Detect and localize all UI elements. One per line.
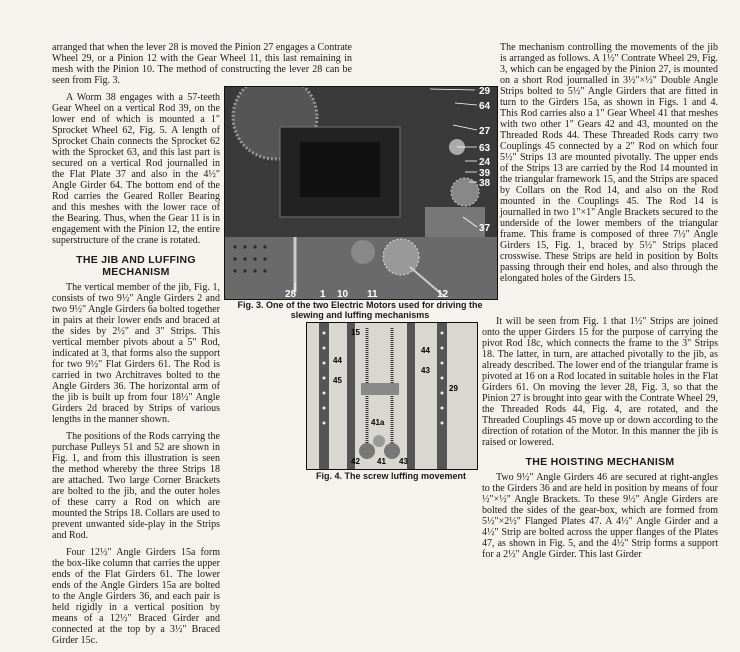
fig3-label: 28 [285, 289, 297, 299]
section-heading: THE JIB AND LUFFING MECHANISM [76, 254, 196, 278]
fig3-label: 1 [320, 289, 326, 299]
right-column-top-text [500, 42, 718, 290]
fig3-caption: Fig. 3. One of the two Electric Motors used for driving the slewing and luffing mechanisms [237, 300, 483, 320]
fig4-photo [306, 322, 478, 470]
fig3-label: 10 [337, 289, 349, 299]
paragraph: Four 12½" Angle Girders 15a form the box-like column that carries the upper ends of the Flat Girders 61. The lower ends of the Angle Girders 15a are bolted to the Angle Girders 36, and each pair is held rigidly in a vertical position by means of a 12½" Braced Girder and connected at the top by a 3½" Braced Girder 15c. [52, 547, 220, 646]
fig3-label: 63 [479, 143, 491, 154]
fig3-label: 29 [479, 87, 491, 97]
fig3-label: 27 [479, 126, 491, 137]
fig4-label: 15 [351, 328, 360, 337]
fig3-label: 12 [437, 289, 449, 299]
paragraph: arranged that when the lever 28 is moved the Pinion 27 engages a Contrate Wheel 29, or a Pinion 12 with the Gear Wheel 11, this last remaining in mesh with the Pinion 10. The method of constructing the lever 28 can be seen from Fig. 3. [52, 42, 352, 86]
right-column-lower [482, 316, 718, 566]
fig3-label: 37 [479, 223, 491, 234]
fig3-label: 24 [479, 157, 491, 168]
fig3-label: 38 [479, 178, 491, 189]
fig3-label: 39 [479, 168, 491, 179]
fig3-label: 11 [367, 289, 378, 299]
fig4-label: 44 [333, 356, 342, 365]
fig4-label: 43 [421, 366, 430, 375]
paragraph: The positions of the Rods carrying the purchase Pulleys 51 and 52 are shown in Fig. 1, and from this illustration is seen the method whereby the three Strips 18 are attached. Two large Corner Brackets are bolted to the jib, and the outer holes of these carry a Rod on which are mounted the Strips 18. Collars are used to prevent unwanted side-play in the Strips and Rod. [52, 431, 220, 541]
fig4-label: 44 [421, 346, 430, 355]
fig4-label: 43 [399, 457, 408, 466]
fig3-photo [224, 86, 498, 300]
paragraph: Two 9½" Angle Girders 46 are secured at right-angles to the Girders 36 and are held in position by means of four ½"×½" Angle Brackets. To these 9½" Angle Girders are bolted the sides of the gear-box, which are formed from 5½"×2½" Flanged Plates 47. A 4½" Angle Girder and a 4½" Strip are bolted across the upper flanges of the Plates 47, as shown in Fig. 5, and the 4½" Strip forms a support for a 2½" Angle Girder. This last Girder [482, 472, 718, 560]
section-heading: THE HOISTING MECHANISM [525, 456, 675, 468]
fig4-label: 41 [377, 457, 386, 466]
paragraph: A Worm 38 engages with a 57-teeth Gear Wheel on a vertical Rod 39, on the lower end of which is mounted a 1" Sprocket Wheel 62, Fig. 5. A length of Sprocket Chain connects the Sprocket 62 with the Sprocket 63, and this last part is secured on a vertical Rod journalled in the Flat Plate 37 and also in the 4½" Angle Girder 64. The bottom end of the Rod carries the Geared Roller Bearing and this meshes with the lower race of the Bearing. Thus, when the Gear 11 is in engagement with the Pinion 12, the entire superstructure of the crane is rotated. [52, 92, 220, 246]
fig3-label: 64 [479, 101, 491, 112]
paragraph: The vertical member of the jib, Fig. 1, consists of two 9½" Angle Girders 2 and two 9½" Angle Girders 6a bolted together in pairs at their lower ends and braced at the sides by 2½" and 3" Strips. This vertical member pivots about a 5" Rod, indicated at 3, that forms also the support for two 9½" Flat Girders 61. The Rod is carried in two Architraves bolted to the Angle Girders 36. The horizontal arm of the jib is built up from four 18½" Angle Girders 2d braced by Strips of various lengths in the manner shown. [52, 282, 220, 425]
fig4-label: 45 [333, 376, 342, 385]
fig4-label: 41a [371, 418, 385, 427]
fig4-label: 42 [351, 457, 360, 466]
paragraph: It will be seen from Fig. 1 that 1½" Strips are joined onto the upper Girders 15 for the purpose of carrying the pivot Rod 18c, which connects the frame to the 3" Strips 18. The latter, in turn, are attached pivotally to the jib, as already described. The lower end of the triangular frame is pivoted at 16 on a Rod located in suitable holes in the Flat Girders 61. On moving the lever 28, Fig. 3, so that the Pinion 27 is brought into gear with the Contrate Wheel 29, the Threaded Rods 44, Fig. 4, are rotated, and the Threaded Couplings 45 move up or down according to the direction of rotation of the Motor. In this manner the jib is raised or lowered. [482, 316, 718, 448]
fig4-caption: Fig. 4. The screw luffing movement [315, 471, 467, 481]
paragraph: The mechanism controlling the movements of the jib is arranged as follows. A 1½" Contrate Wheel 29, Fig. 3, which can be engaged by the Pinion 27, is mounted on a short Rod journalled in 3½"×½" Double Angle Strips bolted to 5½" Angle Girders that are fitted in turn to the Girders 15a, as shown in Figs. 1 and 4. This Rod carries also a 1" Gear Wheel 41 that meshes with two other 1" Gears 42 and 43, mounted on the Threaded Rods 44. These Threaded Rods carry two Couplings 45 connected by a 2" Rod on which four 5½" Strips 13 are mounted pivotally. The upper ends of the Strips 13 are carried by the Rod 14 mounted in the triangular framework 15, and the Strips are spaced by Collars on the Rod 14, and also on the Rod mounted in the Couplings 45. The Rod 14 is journalled in two 1"×1" Angle Brackets secured to the underside of the lower members of the triangular frame. This frame is composed of three 7½" Angle Girders 15, Fig. 1, braced by 5½" Strips placed crosswise. These Strips are held in position by Bolts passing through their end holes, and also through the elongated holes of the Girders 15. [500, 42, 718, 284]
fig4-label: 29 [449, 384, 458, 393]
